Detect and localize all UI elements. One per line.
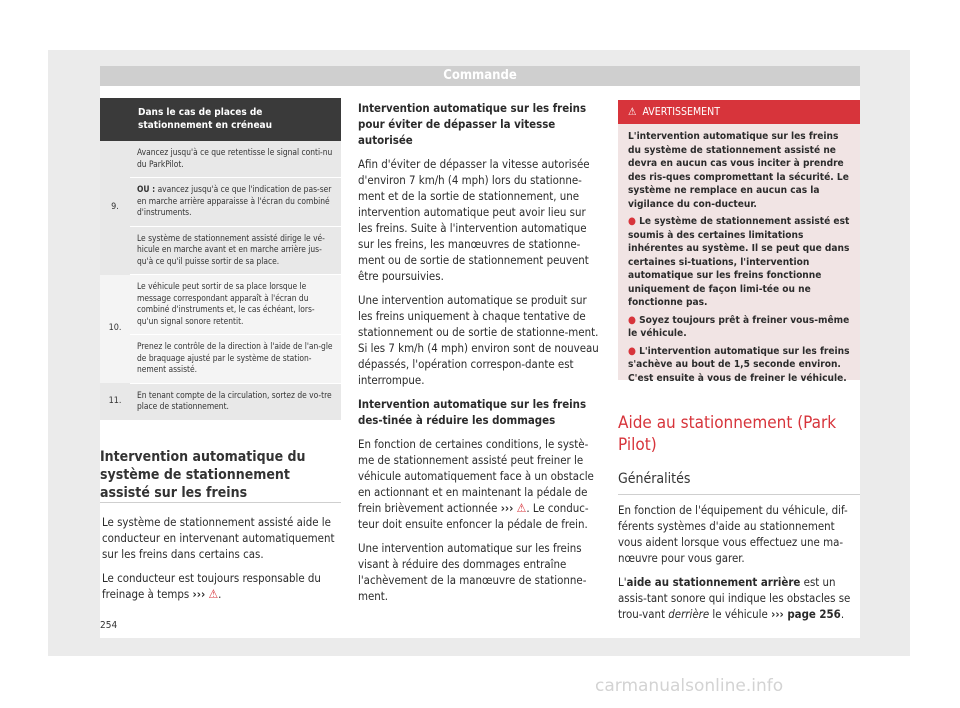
table-heading: Dans le cas de places de stationnement en créneau <box>130 98 341 141</box>
bullet-icon: ● <box>628 314 636 326</box>
subheading: Intervention automatique sur les freins pour éviter de dépasser la vitesse autorisée <box>358 101 587 147</box>
warning-body <box>618 124 860 385</box>
page-number: 254 <box>100 620 118 631</box>
step-text: Avancez jusqu'à ce que retentisse le signal conti-nu du ParkPilot. <box>130 141 341 178</box>
paragraph: Une intervention automatique se produit sur les freins uniquement à chaque tentative de stationnement ou de sortie de stationne-ment. Si les 7 km/h (4 mph) environ sont de nouveau dépassés, l'opération correspon-dante est interrompue. <box>358 293 599 387</box>
paragraph-text: est un assis-tant sonore qui indique les obstacles se trou-vant <box>618 575 851 621</box>
chapter-title: Aide au stationnement (Park Pilot) <box>618 413 837 455</box>
italic-text: derrière <box>668 607 710 621</box>
step-prefix: OU : <box>137 184 156 194</box>
warning-bullet <box>628 314 850 341</box>
paragraph: Le conducteur est toujours responsable du freinage à temps ››› ⚠. <box>102 571 321 601</box>
header-title: Commande <box>100 66 860 86</box>
paragraph: En fonction de l'équipement du véhicule, dif-férents systèmes d'aide au stationnement vous aident lorsque vous effectuez une ma-nœuvre pour vous garer. <box>618 503 848 565</box>
table-row <box>100 141 341 178</box>
step-text-body: avancez jusqu'à ce que l'indication de pas-ser en marche arrière apparaisse à l'écran du combiné d'instruments. <box>137 184 332 217</box>
table-row <box>100 275 341 335</box>
warning-triangle-icon: ⚠ <box>628 106 637 118</box>
steps-table <box>100 98 341 421</box>
warning-triangle-icon: ⚠ <box>516 501 527 515</box>
step-text: Le véhicule peut sortir de sa place lorsque le message correspondant apparaît à l'écran du combiné d'instruments et, le cas échéant, lors-qu'un signal sonore retentit. <box>130 275 341 335</box>
step-text: Le système de stationnement assisté dirige le vé-hicule en marche avant et en marche arrière jus-qu'à ce qu'il puisse sortir de sa place. <box>130 226 341 275</box>
warning-bullet <box>628 345 850 386</box>
cross-ref-link[interactable]: ››› <box>500 501 514 515</box>
col3-body <box>618 502 860 630</box>
divider <box>100 502 341 503</box>
paragraph-text: . Le conduc-teur doit ensuite enfoncer la pédale de frein. <box>358 501 589 531</box>
paragraph <box>618 574 860 622</box>
table-row <box>100 226 341 275</box>
step-number: 11. <box>100 383 130 420</box>
table-row <box>100 335 341 384</box>
table-row <box>100 383 341 420</box>
bullet-text: Le système de stationnement assisté est soumis à des certaines limitations inhérentes au système. Il se peut que dans certaines si-tuations, l'intervention automatique sur les freins fonctionne uniquement de façon limi-tée ou ne fonctionne pas. <box>628 216 850 308</box>
cross-ref-link[interactable]: ››› <box>192 587 206 601</box>
step-number: 10. <box>100 275 130 384</box>
emphasis-text: aide au stationnement arrière <box>626 575 801 589</box>
paragraph-text: Le conducteur est toujours responsable du freinage à temps <box>102 571 321 601</box>
step-text: En tenant compte de la circulation, sortez de vo-tre place de stationnement. <box>130 383 341 420</box>
paragraph-text: En fonction de certaines conditions, le systè-me de stationnement assisté peut freiner le véhicule automatiquement face à un obstacle en actionnant et en maintenant la pédale de frein brièvement actionnée <box>358 437 594 515</box>
step-text <box>130 178 341 227</box>
col1-body <box>102 514 342 610</box>
bullet-text: L'intervention automatique sur les freins s'achève au bout de 1,5 seconde environ. C'est ensuite à vous de freiner le véhicule. <box>628 345 850 384</box>
bullet-icon: ● <box>628 345 636 357</box>
paragraph-text: . <box>840 607 845 621</box>
col2-body <box>358 100 602 612</box>
warning-title: AVERTISSEMENT <box>642 106 720 118</box>
paragraph-text: L' <box>618 575 627 589</box>
paragraph-text: le véhicule <box>709 607 772 621</box>
table-row <box>100 178 341 227</box>
page-ref-link[interactable]: ››› page 256 <box>771 607 841 621</box>
subheading: Intervention automatique sur les freins des-tinée à réduire les dommages <box>358 397 587 427</box>
warning-header <box>618 100 860 124</box>
section-heading: Intervention automatique du système de stationnement assisté sur les freins <box>100 449 306 501</box>
warning-bullet <box>628 215 850 310</box>
warning-box <box>618 100 860 384</box>
step-text: Prenez le contrôle de la direction à l'aide de l'an-gle de braquage ajusté par le système de station-nement assisté. <box>130 335 341 384</box>
paragraph: Une intervention automatique sur les freins visant à réduire des dommages entraîne l'achèvement de la manœuvre de stationne-ment. <box>358 541 587 603</box>
table-head-num <box>100 98 130 141</box>
bullet-text: Soyez toujours prêt à freiner vous-même le véhicule. <box>628 314 850 339</box>
bullet-icon: ● <box>628 216 636 227</box>
paragraph: Le système de stationnement assisté aide le conducteur en intervenant automatiquement sur les freins dans certains cas. <box>102 515 335 561</box>
warning-intro: L'intervention automatique sur les freins du système de stationnement assisté ne devra en aucun cas vous inciter à prendre des ris-ques compromettant la sécurité. Le système ne remplace en aucun cas la vigilance du con-ducteur. <box>628 131 849 210</box>
step-number: 9. <box>100 141 130 275</box>
section-subtitle: Généralités <box>618 471 691 487</box>
paragraph: Afin d'éviter de dépasser la vitesse autorisée d'environ 7 km/h (4 mph) lors du stationne-ment et de la sortie de stationnement, une intervention automatique peut avoir lieu sur les freins. Suite à l'intervention automatique sur les freins, les manœuvres de stationne-ment ou de sortie de stationnement peuvent être poursuivies. <box>358 157 590 283</box>
warning-triangle-icon: ⚠ <box>208 587 219 601</box>
divider <box>618 494 860 495</box>
paragraph <box>358 436 602 532</box>
watermark: carmanualsonline.info <box>595 676 784 696</box>
